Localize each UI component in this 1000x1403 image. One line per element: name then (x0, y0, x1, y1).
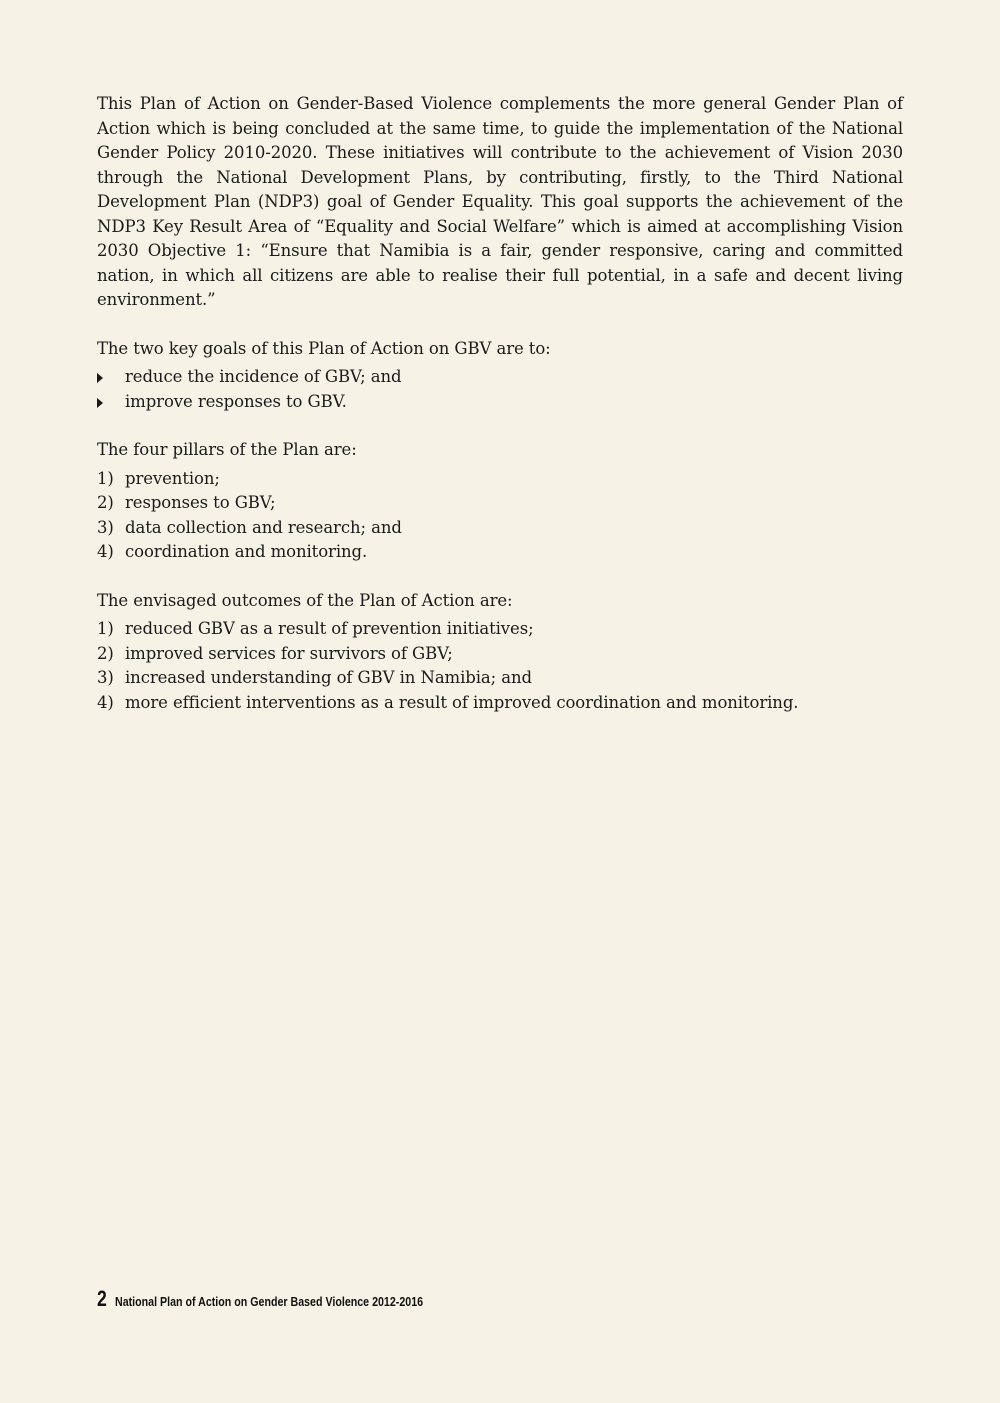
outcome-text: improved services for survivors of GBV; (125, 643, 453, 663)
goal-text: reduce the incidence of GBV; and (125, 367, 402, 386)
list-number: 4) (97, 692, 114, 712)
pillars-intro: The four pillars of the Plan are: (97, 440, 357, 459)
pillar-text: data collection and research; and (125, 517, 402, 537)
page-body (97, 92, 903, 715)
outcome-text: more efficient interventions as a result of improved coordination and monitoring. (125, 692, 799, 712)
list-number: 4) (97, 542, 114, 561)
pillar-text: responses to GBV; (125, 493, 276, 512)
outcomes-intro: The envisaged outcomes of the Plan of Action are: (97, 590, 513, 610)
pillar-text: prevention; (125, 468, 220, 488)
list-number: 3) (97, 668, 114, 687)
list-item (97, 365, 903, 390)
list-item (97, 390, 903, 415)
list-item (97, 467, 903, 492)
page-footer (97, 1286, 491, 1312)
running-title: National Plan of Action on Gender Based Violence 2012-2016 (115, 1294, 424, 1309)
list-number: 1) (97, 468, 114, 488)
list-number: 3) (97, 517, 114, 537)
list-item (97, 516, 903, 541)
outcome-text: increased understanding of GBV in Namibia; and (125, 668, 532, 687)
list-item (97, 491, 903, 516)
outcome-text: reduced GBV as a result of prevention initiatives; (125, 619, 534, 638)
list-item (97, 691, 903, 716)
list-number: 2) (97, 493, 114, 512)
pillar-text: coordination and monitoring. (125, 542, 368, 561)
list-item (97, 666, 903, 691)
list-item (97, 642, 903, 667)
page-number: 2 (97, 1286, 107, 1311)
bullet-triangle-icon (97, 373, 103, 383)
outcomes-list (97, 617, 903, 715)
list-number: 1) (97, 619, 114, 638)
goals-intro: The two key goals of this Plan of Action on GBV are to: (97, 338, 551, 358)
goals-list (97, 365, 903, 414)
list-number: 2) (97, 643, 114, 663)
intro-paragraph: This Plan of Action on Gender-Based Violence complements the more general Gender Plan of Action which is being concluded at the same time, to guide the implementation of the National Gender Policy 2010-2020. These initiatives will contribute to the achievement of Vision 2030 through the National Development Plans, by contributing, firstly, to the Third National Development Plan (NDP3) goal of Gender Equality. This goal supports the achievement of the NDP3 Key Result Area of “Equality and Social Welfare” which is aimed at accomplishing Vision 2030 Objective 1: “Ensure that Namibia is a fair, gender responsive, caring and committed nation, in which all citizens are able to realise their full potential, in a safe and decent living environment.” (97, 94, 903, 309)
goal-text: improve responses to GBV. (125, 391, 347, 411)
list-item (97, 617, 903, 642)
bullet-triangle-icon (97, 398, 103, 408)
pillars-list (97, 467, 903, 565)
list-item (97, 540, 903, 565)
